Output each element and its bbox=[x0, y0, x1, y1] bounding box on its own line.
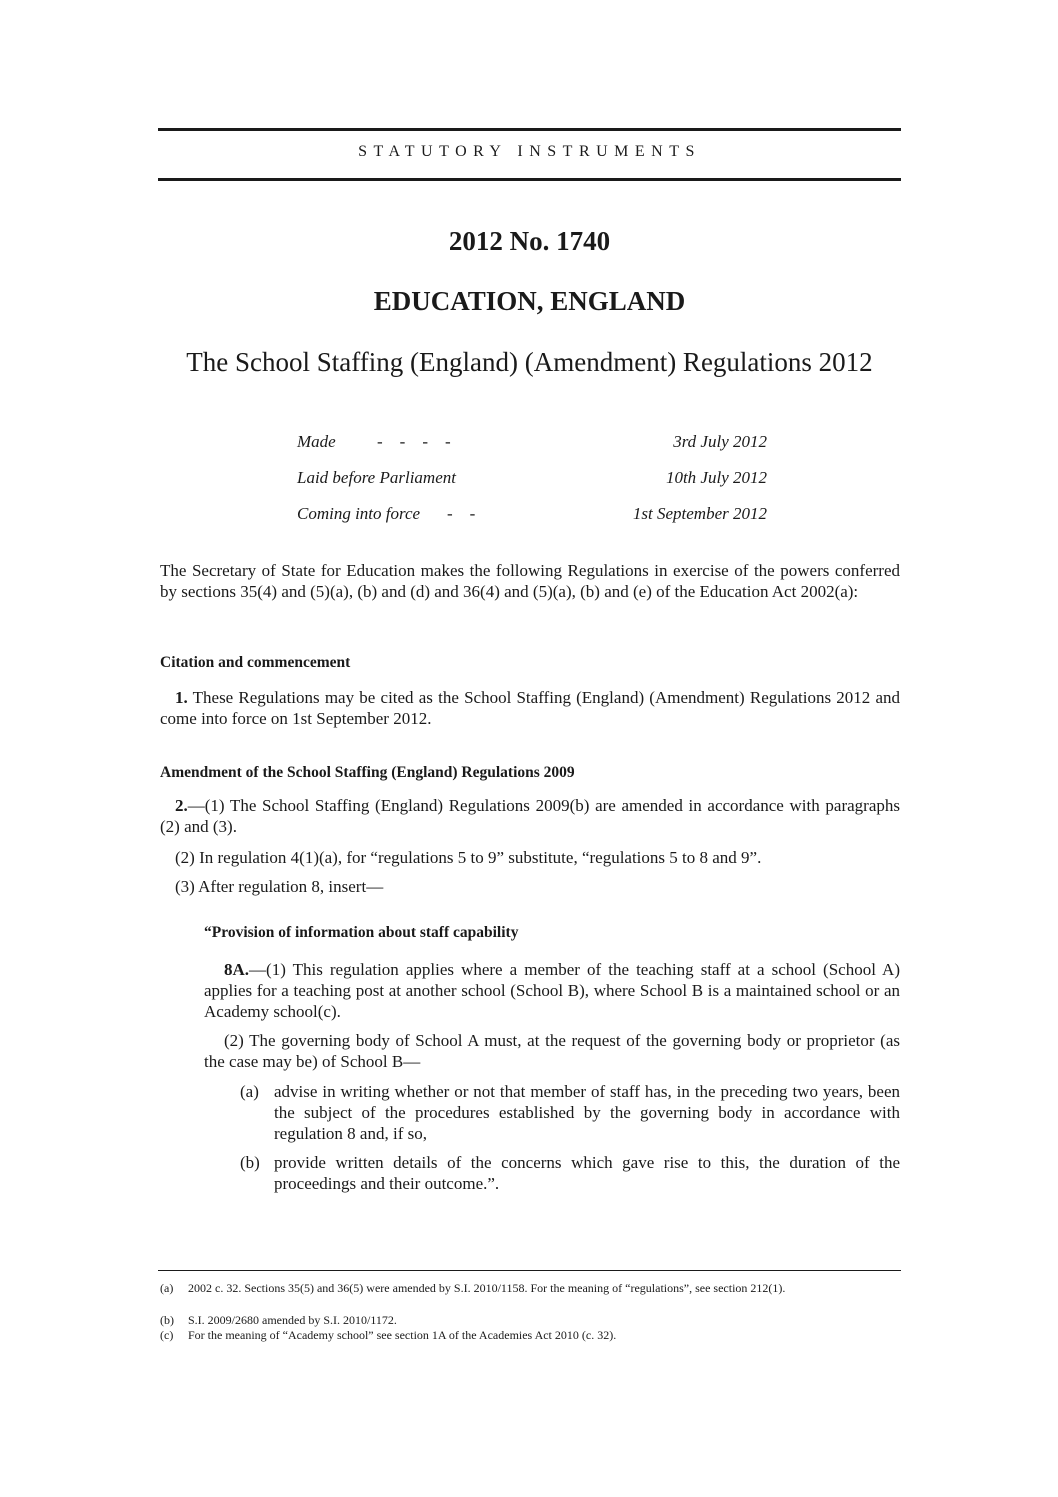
regulation-text: These Regulations may be cited as the School Staffing (England) (Amendment) Regulations 2012 and come into force on 1st September 2012. bbox=[160, 688, 900, 728]
date-row-coming-into-force bbox=[297, 504, 767, 540]
regulation-2-para-2: (2) In regulation 4(1)(a), for “regulations 5 to 9” substitute, “regulations 5 to 8 and 9”. bbox=[175, 848, 762, 867]
item-text: advise in writing whether or not that member of staff has, in the preceding two years, been the subject of the procedures established by the governing body in accordance with regulation 8 and, if so, bbox=[274, 1082, 900, 1143]
regulation-8a-para-2: (2) The governing body of School A must, at the request of the governing body or proprietor (as the case may be) of School B— bbox=[204, 1031, 900, 1071]
regulation-8a-para-1 bbox=[204, 959, 900, 1022]
list-item bbox=[240, 1081, 900, 1144]
footnote bbox=[160, 1281, 900, 1296]
inserted-heading: “Provision of information about staff capability bbox=[204, 924, 519, 941]
item-text: provide written details of the concerns which gave rise to this, the duration of the proceedings and their outcome.”. bbox=[274, 1153, 900, 1193]
item-label: (a) bbox=[240, 1082, 259, 1101]
date-value: 1st September 2012 bbox=[632, 504, 767, 523]
footnote bbox=[160, 1313, 900, 1328]
dates-table bbox=[297, 432, 767, 540]
item-label: (b) bbox=[240, 1153, 260, 1172]
instrument-subject: EDUCATION, ENGLAND bbox=[373, 286, 686, 316]
footnote-rule bbox=[158, 1270, 901, 1271]
heading-amendment: Amendment of the School Staffing (England) Regulations 2009 bbox=[160, 764, 575, 781]
regulation-1 bbox=[160, 687, 900, 729]
regulation-number: 1. bbox=[175, 688, 188, 707]
regulation-number: 8A. bbox=[224, 960, 250, 979]
regulation-2 bbox=[160, 795, 900, 837]
regulation-number: 2. bbox=[175, 796, 188, 815]
list-item bbox=[240, 1152, 900, 1194]
regulation-text: —(1) The School Staffing (England) Regulations 2009(b) are amended in accordance with paragraphs (2) and (3). bbox=[160, 796, 900, 836]
footnote-text: For the meaning of “Academy school” see section 1A of the Academies Act 2010 (c. 32). bbox=[188, 1328, 617, 1342]
date-label: Laid before Parliament bbox=[297, 468, 456, 487]
date-dashes: - - bbox=[447, 504, 476, 523]
enacting-paragraph: The Secretary of State for Education makes the following Regulations in exercise of the powers conferred by sections 35(4) and (5)(a), (b) and (d) and 36(4) and (5)(a), (b) and (e) of the Education Act 2002(a): bbox=[160, 561, 900, 601]
date-dashes: - - - - bbox=[377, 432, 451, 451]
footnote-label: (a) bbox=[160, 1281, 174, 1295]
instrument-number: 2012 No. 1740 bbox=[448, 226, 611, 256]
header-rule-bottom bbox=[158, 178, 901, 181]
date-label: Coming into force bbox=[297, 504, 421, 523]
footnote-text: S.I. 2009/2680 amended by S.I. 2010/1172. bbox=[188, 1313, 397, 1327]
footnote-text: 2002 c. 32. Sections 35(5) and 36(5) were amended by S.I. 2010/1158. For the meaning of “regulations”, see section 212(1). bbox=[188, 1281, 786, 1295]
header-rule-top bbox=[158, 128, 901, 131]
footnote-label: (b) bbox=[160, 1313, 174, 1327]
footnote-label: (c) bbox=[160, 1328, 174, 1342]
date-row-laid bbox=[297, 468, 767, 504]
date-value: 3rd July 2012 bbox=[673, 432, 767, 451]
instrument-title: The School Staffing (England) (Amendment) Regulations 2012 bbox=[186, 347, 873, 377]
regulation-text: —(1) This regulation applies where a member of the teaching staff at a school (School A) applies for a teaching post at another school (School B), where School B is a maintained school or an Academy school(c). bbox=[204, 960, 900, 1021]
series-heading: STATUTORY INSTRUMENTS bbox=[358, 143, 701, 160]
heading-citation: Citation and commencement bbox=[160, 654, 351, 671]
regulation-2-para-3: (3) After regulation 8, insert— bbox=[175, 877, 384, 896]
footnote bbox=[160, 1328, 900, 1343]
date-label: Made bbox=[297, 432, 336, 451]
date-row-made bbox=[297, 432, 767, 468]
date-value: 10th July 2012 bbox=[665, 468, 767, 487]
